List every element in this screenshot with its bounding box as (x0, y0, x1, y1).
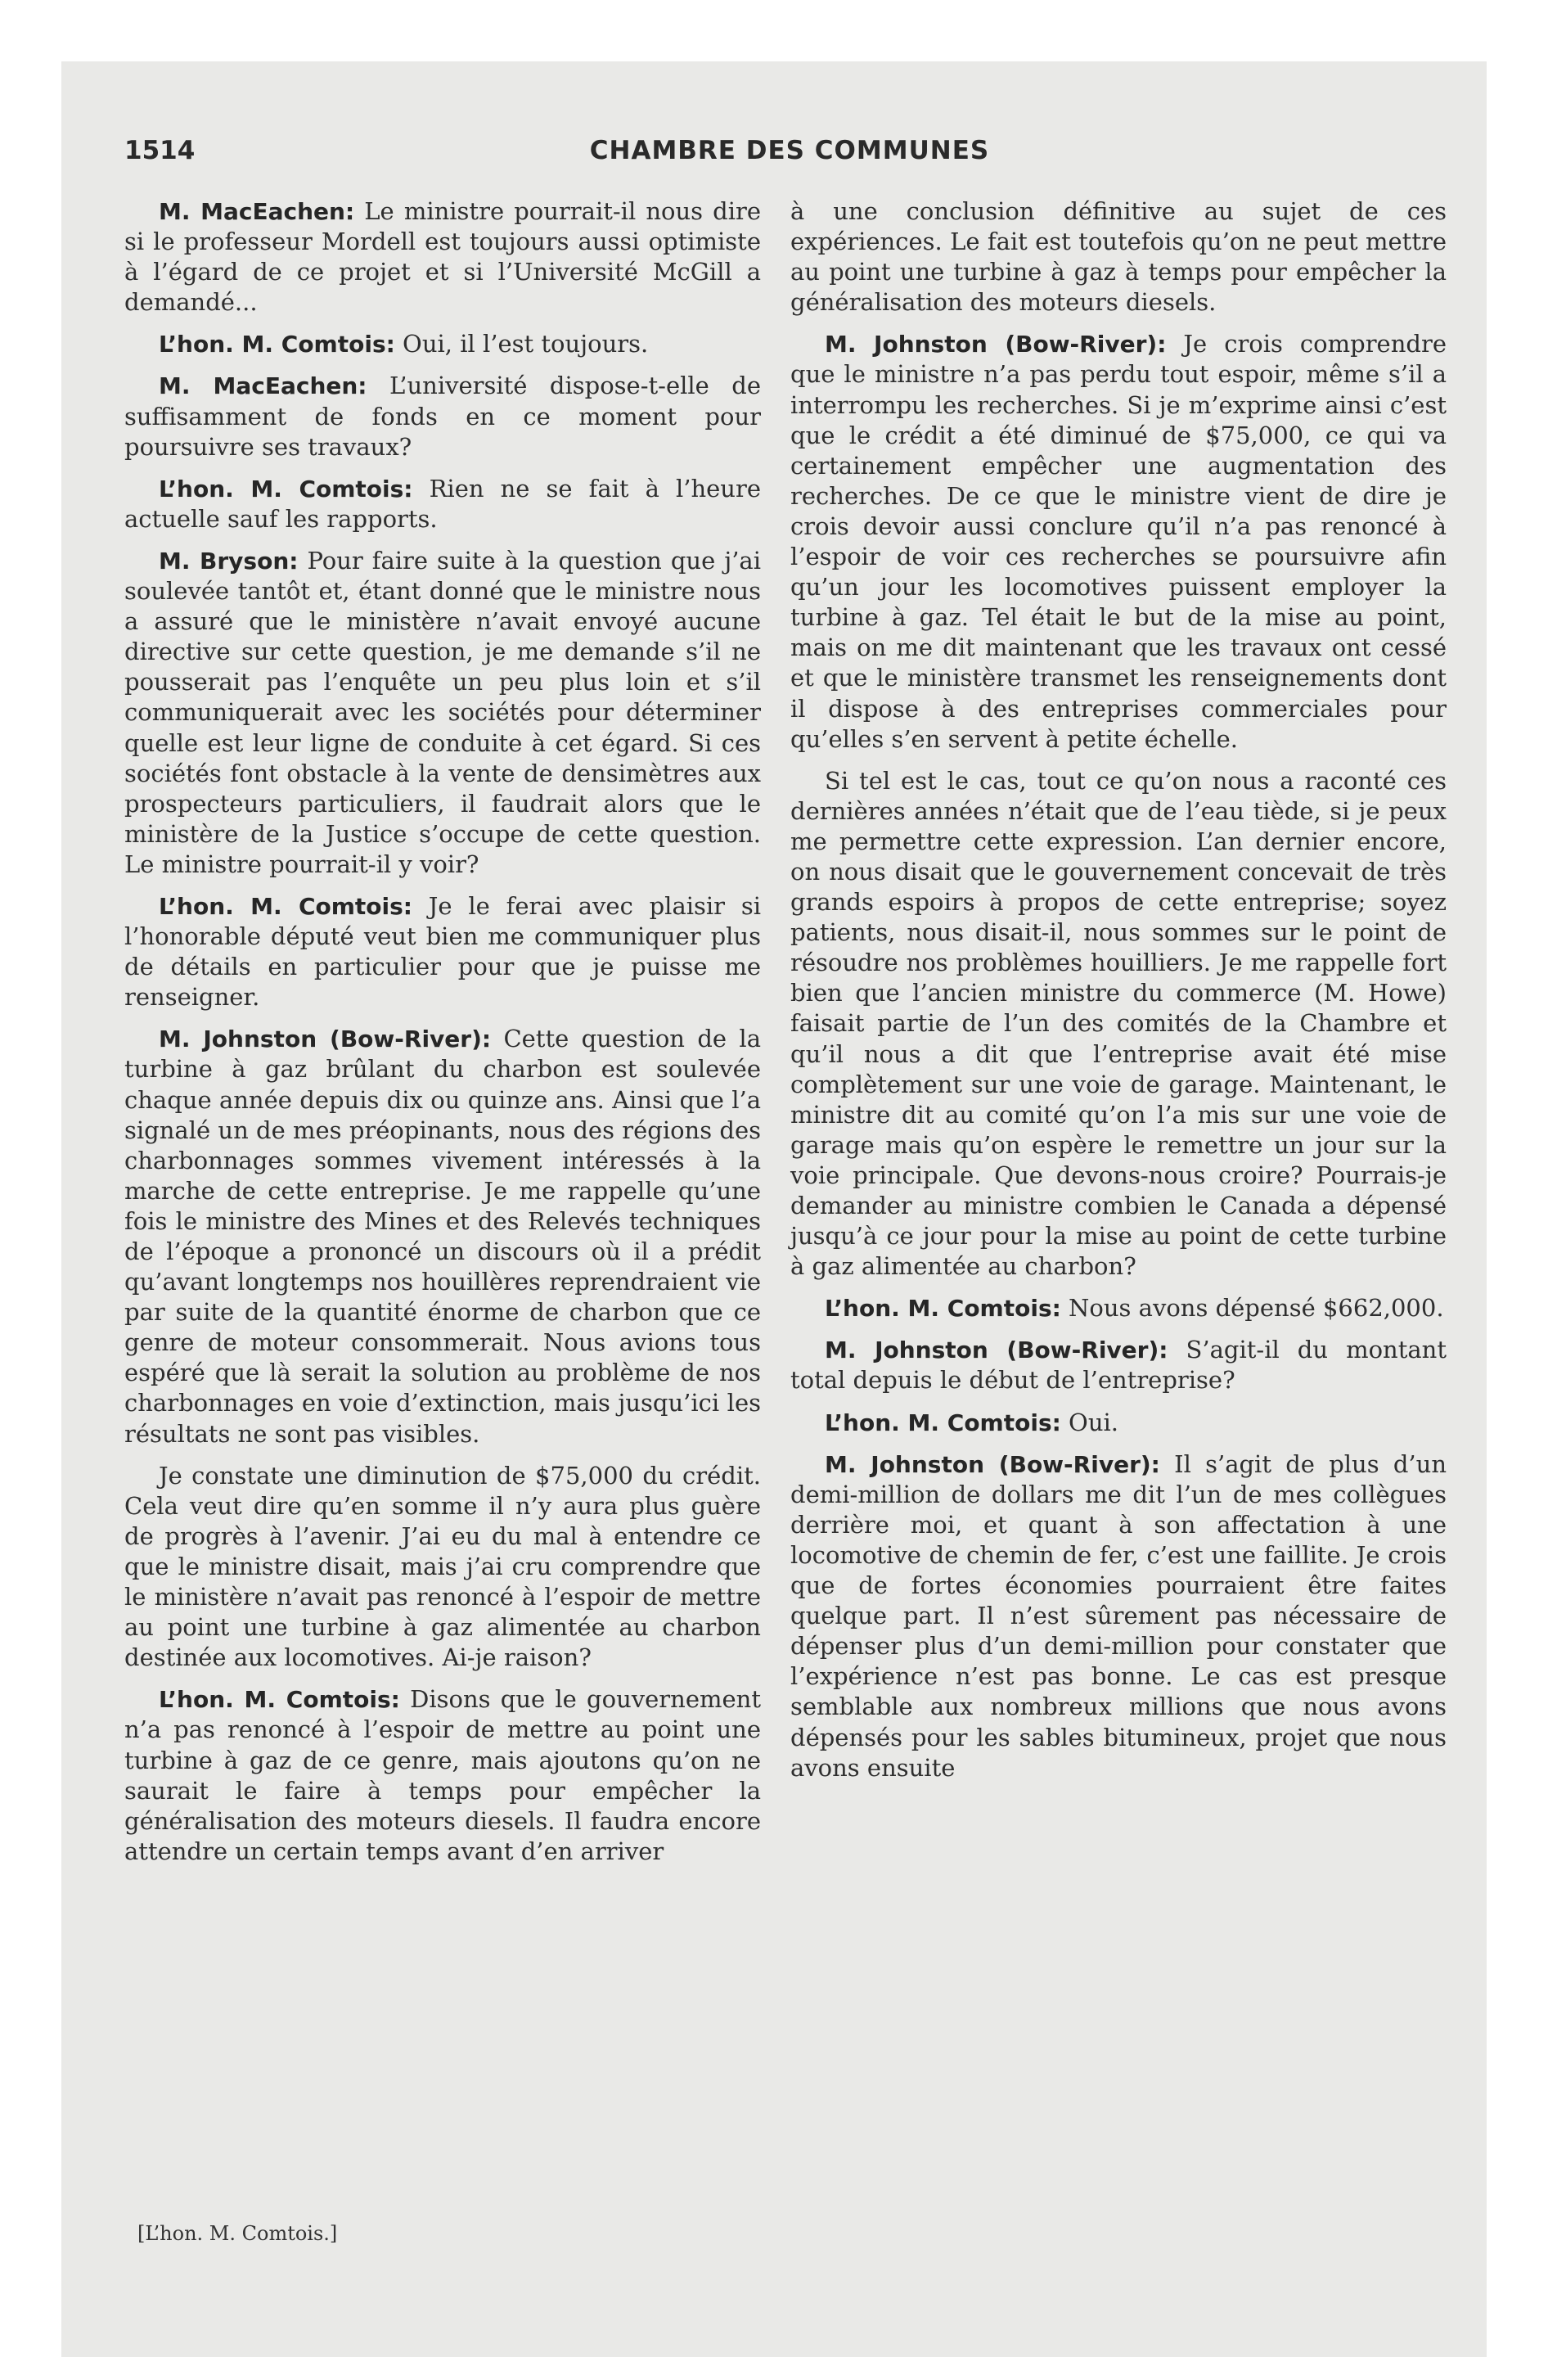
paragraph-text: Rien ne se fait à l’heure actuelle sauf les rapports. (124, 474, 761, 533)
paragraph (124, 546, 761, 880)
paragraph-text: Je crois comprendre que le ministre n’a pas perdu tout espoir, même s’il a interrompu les recherches. Si je m’exprime ainsi c’est que le crédit a été diminué de $75,000, ce qui va certainement empêcher une augmentation des recherches. De ce que le ministre vient de dire je crois devoir aussi conclure qu’il n’a pas renoncé à l’espoir de voir ces recherches se poursuivre afin qu’un jour les locomotives puissent employer la turbine à gaz. Tel était le but de la mise au point, mais on me dit maintenant que les travaux ont cessé et que le ministère transmet les renseignements dont il dispose à des entreprises commerciales pour qu’elles s’en servent à petite échelle. (790, 330, 1447, 753)
paragraph-text: S’agit-il du montant total depuis le début de l’entreprise? (790, 1336, 1447, 1395)
paragraph (124, 329, 761, 359)
speaker-name: M. Johnston (Bow-River): (825, 1336, 1168, 1364)
speaker-name: L’hon. M. Comtois: (825, 1409, 1061, 1436)
speaker-name: L’hon. M. Comtois: (159, 331, 395, 358)
paragraph-text: Cette question de la turbine à gaz brûlant du charbon est soulevée chaque année depuis dix ou quinze ans. Ainsi que l’a signalé un de mes préopinants, nous des régions des charbonnages sommes vivement intéressés à la marche de cette entreprise. Je me rappelle qu’une fois le ministre des Mines et des Relevés techniques de l’époque a prononcé un discours où il a prédit qu’avant longtemps nos houillères reprendraient vie par suite de la quantité énorme de charbon que ce genre de moteur consommerait. Nous avions tous espéré que là serait la solution au problème de nos charbonnages en voie d’extinction, mais jusqu’ici les résultats ne sont pas visibles. (124, 1025, 761, 1448)
paragraph-text: Le ministre pourrait-il nous dire si le professeur Mordell est toujours aussi optimiste à l’égard de ce projet et si l’Université McGill a demandé... (124, 197, 762, 317)
paragraph-text: Il s’agit de plus d’un demi-million de dollars me dit l’un de mes collègues derrière moi, et quant à son affectation à une locomotive de chemin de fer, c’est une faillite. Je crois que de fortes économies pourraient être faites quelque part. Il n’est sûrement pas nécessaire de dépenser plus d’un demi-million pour constater que l’expérience n’est pas bonne. Le cas est presque semblable aux nombreux millions que nous avons dépensés pour les sables bitumineux, projet que nous avons ensuite (790, 1449, 1447, 1782)
paragraph (790, 329, 1447, 754)
paragraph (124, 1684, 761, 1867)
paragraph-text: Oui. (1069, 1408, 1118, 1436)
speaker-name: M. MacEachen: (159, 198, 355, 225)
paragraph (790, 1335, 1447, 1395)
paragraph (790, 1449, 1447, 1783)
speaker-name: M. Johnston (Bow-River): (825, 331, 1167, 358)
speaker-name: M. Johnston (Bow-River): (825, 1450, 1160, 1478)
page-number: 1514 (124, 136, 196, 165)
running-head: CHAMBRE DES COMMUNES (589, 136, 990, 165)
speaker-name: L’hon. M. Comtois: (159, 475, 413, 503)
footer-note: [L’hon. M. Comtois.] (137, 2222, 338, 2245)
paragraph-text: Si tel est le cas, tout ce qu’on nous a raconté ces dernières années n’était que de l’eau tiède, si je peux me permettre cette expression. L’an dernier encore, on nous disait que le gouvernement concevait de très grands espoirs à propos de cette entreprise; soyez patients, nous disait-il, nous sommes sur le point de résoudre nos problèmes houilliers. Je me rappelle fort bien que l’ancien ministre du commerce (M. Howe) faisait partie de l’un des comités de la Chambre et qu’il nous a dit que l’entreprise avait été mise complètement sur une voie de garage. Maintenant, le ministre dit au comité qu’on l’a mis sur une voie de garage mais qu’on espère le remettre un jour sur la voie principale. Que devons-nous croire? Pourrais-je demander au ministre combien le Canada a dépensé jusqu’à ce jour pour la mise au point de cette turbine à gaz alimentée au charbon? (790, 766, 1447, 1281)
paragraph-text: L’université dispose-t-elle de suffisamment de fonds en ce moment pour poursuivre ses travaux? (124, 372, 761, 461)
left-column (124, 196, 761, 1878)
page-header (124, 136, 1455, 172)
paragraph (124, 891, 761, 1012)
paragraph (790, 766, 1447, 1282)
speaker-name: L’hon. M. Comtois: (825, 1295, 1061, 1323)
paragraph (124, 474, 761, 534)
paragraph (124, 196, 761, 318)
paragraph-text: à une conclusion définitive au sujet de ces expériences. Le fait est toutefois qu’on ne peut mettre au point une turbine à gaz à temps pour empêcher la généralisation des moteurs diesels. (790, 197, 1447, 317)
speaker-name: M. Bryson: (159, 547, 299, 575)
speaker-name: M. Johnston (Bow-River): (159, 1025, 492, 1053)
speaker-name: L’hon. M. Comtois: (159, 1686, 400, 1714)
paragraph (124, 371, 761, 462)
speaker-name: M. MacEachen: (159, 372, 367, 400)
paragraph-text: Disons que le gouvernement n’a pas renoncé à l’espoir de mettre au point une turbine à gaz de ce genre, mais ajoutons qu’on ne saurait le faire à temps pour empêcher la généralisation des moteurs diesels. Il faudra encore attendre un certain temps avant d’en arriver (124, 1685, 761, 1865)
right-column (790, 196, 1447, 1795)
paragraph-text: Oui, il l’est toujours. (403, 330, 649, 358)
paragraph-text: Je constate une diminution de $75,000 du crédit. Cela veut dire qu’en somme il n’y aura plus guère de progrès à l’avenir. J’ai eu du mal à entendre ce que le ministre disait, mais j’ai cru comprendre que le ministère n’avait pas renoncé à l’espoir de mettre au point une turbine à gaz alimentée au charbon destinée aux locomotives. Ai-je raison? (124, 1461, 761, 1672)
paragraph (790, 196, 1447, 318)
paragraph (790, 1408, 1447, 1438)
paragraph-text: Nous avons dépensé $662,000. (1069, 1294, 1444, 1323)
paragraph-text: Je le ferai avec plaisir si l’honorable député veut bien me communiquer plus de détails en particulier pour que je puisse me renseigner. (124, 891, 762, 1012)
speaker-name: L’hon. M. Comtois: (159, 892, 412, 920)
paragraph (124, 1024, 761, 1449)
paragraph-text: Pour faire suite à la question que j’ai soulevée tantôt et, étant donné que le ministre nous a assuré que le ministère n’avait envoyé aucune directive sur cette question, je me demande s’il ne pousserait pas l’enquête un peu plus loin et s’il communiquerait avec les sociétés pour déterminer quelle est leur ligne de conduite à cet égard. Si ces sociétés font obstacle à la vente de densimètres aux prospecteurs particuliers, il faudrait alors que le ministère de la Justice s’occupe de cette question. Le ministre pourrait-il y voir? (124, 546, 761, 878)
paragraph (124, 1461, 761, 1674)
paragraph (790, 1293, 1447, 1323)
